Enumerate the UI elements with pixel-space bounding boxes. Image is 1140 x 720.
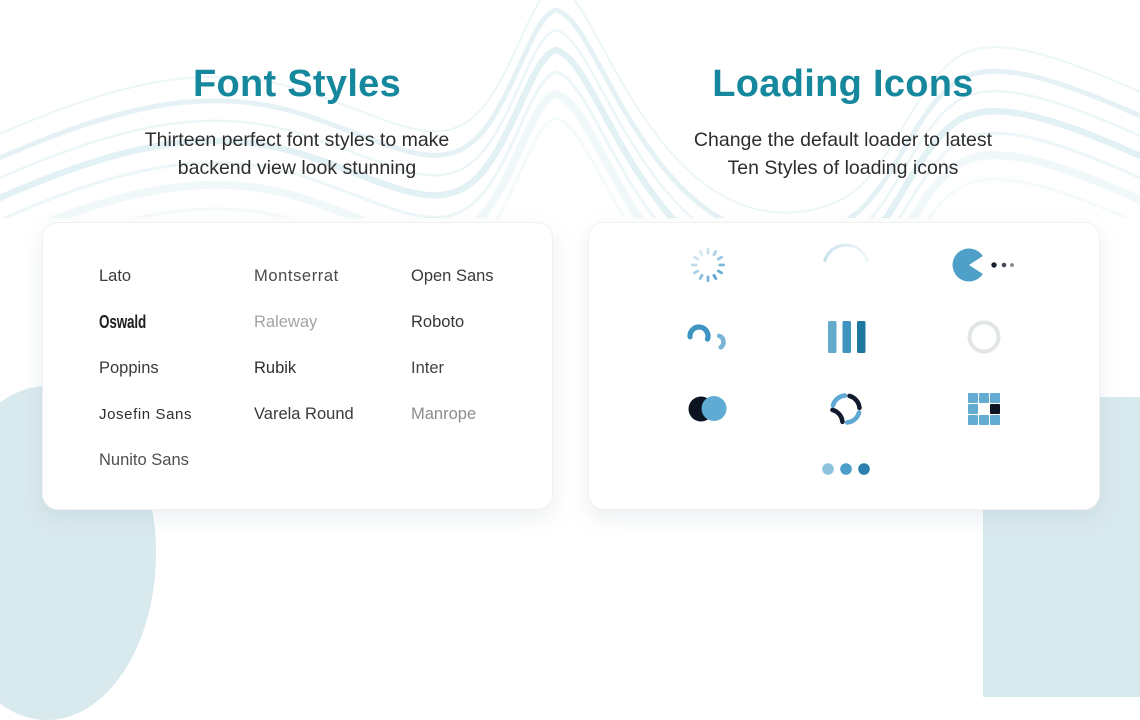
font-name-nunito-sans: Nunito Sans: [99, 450, 189, 469]
font-name-montserrat: Montserrat: [254, 266, 339, 285]
font-name-lato: Lato: [99, 266, 132, 285]
dual-ball-loader-icon: [682, 389, 734, 429]
fonts-subtitle-line1: Thirteen perfect font styles to make: [144, 129, 450, 151]
bars-loader-icon: [819, 317, 873, 357]
font-name-oswald: Oswald: [99, 311, 147, 332]
double-crescent-spinner-icon: [684, 317, 732, 357]
font-name-rubik: Rubik: [254, 358, 297, 377]
grid-squares-loader-icon: [964, 389, 1004, 429]
arc-segments-spinner-icon: [826, 389, 866, 429]
pacman-loader-icon: [950, 245, 1018, 285]
font-name-raleway: Raleway: [254, 312, 318, 331]
loading-icons-section: [586, 0, 1100, 182]
fonts-section-subtitle: [40, 126, 554, 182]
dash-spinner-icon: [688, 245, 728, 285]
arc-spinner-icon: [817, 236, 875, 294]
font-name-roboto: Roboto: [411, 312, 465, 331]
font-styles-section: [40, 0, 554, 182]
loaders-subtitle-line1: Change the default loader to latest: [693, 129, 993, 151]
loaders-section-subtitle: [586, 126, 1100, 182]
font-name-inter: Inter: [411, 358, 445, 377]
fonts-section-title: Font Styles: [192, 63, 402, 105]
font-name-open-sans: Open Sans: [411, 266, 494, 285]
three-dots-loader-icon: [818, 449, 874, 489]
fonts-subtitle-line2: backend view look stunning: [177, 157, 417, 179]
loading-icons-card: [588, 222, 1100, 510]
ring-loader-icon: [964, 317, 1004, 357]
font-styles-card: [42, 222, 553, 510]
font-name-varela-round: Varela Round: [254, 404, 354, 423]
loaders-subtitle-line2: Ten Styles of loading icons: [727, 157, 959, 179]
font-name-manrope: Manrope: [411, 404, 477, 423]
font-name-poppins: Poppins: [99, 358, 159, 377]
font-name-josefin-sans: Josefin Sans: [99, 405, 193, 423]
loaders-section-title: Loading Icons: [712, 63, 974, 105]
font-list: [43, 223, 552, 483]
loader-icons-grid: [589, 223, 1099, 493]
